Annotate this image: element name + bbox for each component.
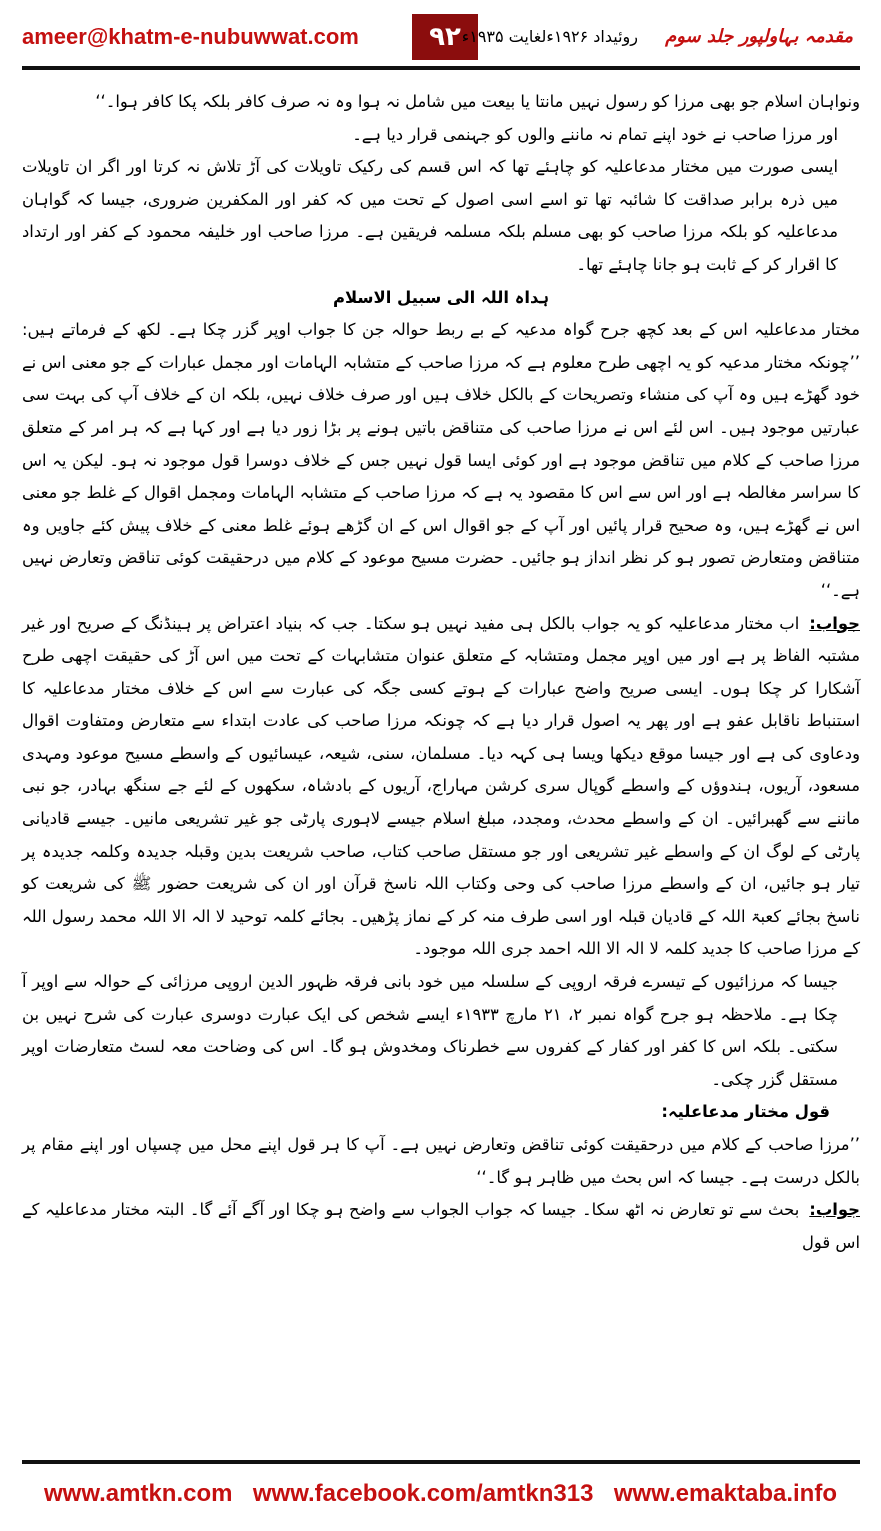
book-subtitle: روئیداد ۱۹۲۶ءلغایت ۱۹۳۵ء — [461, 27, 639, 46]
paragraph: مختار مدعاعلیہ اس کے بعد کچھ جرح گواہ مدعیہ کے بے ربط حوالہ جن کا جواب اوپر گزر چکا ہے۔ لکھ کے فرماتے ہیں: ’’چونکہ مختار مدعیہ کو یہ اچھی طرح معلوم ہے کہ مرزا صاحب کے متشابہ الہامات اور مجمل عبارات کے جو معنی اس نے خود گھڑے ہیں وہ آپ کی منشاء وتصریحات کے بالکل خلاف ہیں اور صرف خلاف نہیں، بلکہ ان کے خلاف آپ کی بہت سی عبارتیں موجود ہیں۔ اس لئے اس نے مرزا صاحب کی متناقض باتیں ہونے پر بڑا زور دیا ہے اور کہا ہے کہ ہر امر کے متعلق مرزا صاحب کے کلام میں تناقض موجود ہے اور کوئی ایسا قول نہیں جس کے خلاف دوسرا قول موجود نہ ہو۔ لیکن یہ اس کا سراسر مغالطہ ہے اور اس سے اس کا مقصود یہ ہے کہ مرزا صاحب کے متشابہ الہامات ومجمل اقوال کے غلط جو معنی اس نے گھڑے ہیں، وہ صحیح قرار پائیں اور آپ کے جو اقوال اس کے ان گڑھے ہوئے غلط معنی کے خلاف پیش کئے جاویں وہ متناقض ومتعارض تصور ہو کر نظر انداز ہو جائیں۔ حضرت مسیح موعود کے کلام میں درحقیقت کوئی تناقض وتعارض نہیں ہے۔‘‘ — [22, 320, 860, 600]
book-title: مقدمہ بہاولپور جلد سوم — [665, 26, 853, 47]
answer-label: جواب: — [809, 1200, 860, 1220]
answer-label: جواب: — [809, 613, 860, 633]
footer-link-facebook[interactable]: www.facebook.com/amtkn313 — [252, 1480, 594, 1507]
paragraph: ونواہان اسلام جو بھی مرزا کو رسول نہیں مانتا یا بیعت میں شامل نہ ہوا وہ نہ صرف کافر بلکہ پکا کافر ہوا۔‘‘ — [95, 92, 860, 111]
quote-heading: قول مختار مدعاعلیہ: — [661, 1102, 830, 1122]
page-header — [0, 0, 881, 72]
paragraph: ایسی صورت میں مختار مدعاعلیہ کو چاہئے تھا کہ اس قسم کی رکیک تاویلات کی آڑ تلاش نہ کرتا اور اگر ان تاویلات میں ذرہ برابر صداقت کا شائبہ تھا تو اسے اسی اصول کے تحت میں کہ کفر اور المکفرین ضروری، جیسا کہ گواہان مدعاعلیہ کو بلکہ مرزا صاحب کو بھی مسلم بلکہ مسلمہ فریقین ہے۔ مرزا صاحب اور خلیفہ محمود کے کفر اور ارتداد کا اقرار کر کے ثابت ہو جانا چاہئے تھا۔ — [22, 157, 838, 274]
header-email[interactable]: ameer@khatm-e-nubuwwat.com — [22, 24, 359, 49]
header-rule — [22, 66, 860, 70]
running-title — [462, 26, 853, 47]
page-footer — [0, 1468, 881, 1520]
answer-paragraph — [22, 608, 860, 967]
quote-paragraph: ’’مرزا صاحب کے کلام میں درحقیقت کوئی تناقض وتعارض نہیں ہے۔ آپ کا ہر قول اپنے محل میں چسپاں اور اپنے مقام پر بالکل درست ہے۔ جیسا کہ اس بحث میں ظاہر ہو گا۔‘‘ — [22, 1135, 860, 1187]
paragraph: جیسا کہ مرزائیوں کے تیسرے فرقہ اروپی کے سلسلہ میں خود بانی فرقہ ظہور الدین اروپی مرزائی کے حوالہ سے اوپر آ چکا ہے۔ ملاحظہ ہو جرح گواہ نمبر ۲، ۲۱ مارچ ۱۹۳۳ء ایسے شخص کی ایک عبارت دوسری عبارت کی شرح نہیں بن سکتی۔ بلکہ اس کا کفر اور کفار کے کفروں سے خطرناک ومخدوش ہو گا۔ اس کی وضاحت معہ لسٹ متعارضات اوپر مستقل گزر چکی۔ — [22, 972, 838, 1089]
page-body — [22, 86, 860, 1456]
page-number: ۹۲ — [412, 14, 478, 60]
paragraph: اور مرزا صاحب نے خود اپنے تمام نہ ماننے والوں کو جہنمی قرار دیا ہے۔ — [352, 124, 838, 144]
answer-text: اب مختار مدعاعلیہ کو یہ جواب بالکل ہی مفید نہیں ہو سکتا۔ جب کہ بنیاد اعتراض پر ہینڈنگ کے صریح اور غیر مشتبہ الفاظ پر ہے اور میں اوپر مجمل ومتشابہ کے متعلق عنوان متشابہات کے تحت میں اس آڑ کی حقیقت اچھی طرح آشکارا کر چکا ہوں۔ ایسی صریح واضح عبارات کے ہوتے کسی جگہ کی عبارت سے اس کے خلاف مختار مدعاعلیہ کا استنباط ناقابل عفو ہے اور پھر یہ اصول قرار دیا ہے کہ چونکہ مرزا صاحب کی عادت ابتداء سے متعارض ومتفاوت اقوال ودعاوی کی ہے اور جیسا موقع دیکھا ویسا ہی کہہ دیا۔ مسلمان، سنی، شیعہ، عیسائیوں کے واسطے مسیح موعود ومہدی مسعود، آریوں، ہندوؤں کے واسطے گوپال سری کرشن مہاراج، آریوں کے بادشاہ، سکھوں کے لئے جے سنگھ بہادر، جو نبی ماننے سے گھبرائیں۔ ان کے واسطے محدث، ومجدد، مبلغ اسلام جیسے لاہوری پارٹی جو غیر تشریعی مانیں۔ جیسے قادیانی پارٹی کے لوگ ان کے واسطے غیر تشریعی اور جو مستقل صاحب کتاب، صاحب شریعت بدین وقبلہ جدیدہ وکلمہ جدیدہ پر تیار ہو جائیں، ان کے واسطے مرزا صاحب کی وحی وکتاب اللہ ناسخ قرآن اور ان کی شریعت حضور ﷺ کی شریعت کو ناسخ بجائے کعبۃ اللہ کے قادیان قبلہ اور اسی طرف منہ کر کے نماز پڑھیں۔ بجائے کلمہ توحید لا الہ الا اللہ محمد رسول اللہ کے مرزا صاحب کا جدید کلمہ لا الہ الا اللہ احمد جری اللہ موجود۔ — [22, 613, 860, 959]
footer-link-amtkn[interactable]: www.amtkn.com — [44, 1480, 233, 1507]
footer-rule — [22, 1460, 860, 1464]
answer-paragraph — [22, 1194, 860, 1259]
section-heading: ہداہ اللہ الی سبیل الاسلام — [332, 287, 550, 307]
answer-text: بحث سے تو تعارض نہ اٹھ سکا۔ جیسا کہ جواب الجواب سے واضح ہو چکا اور آگے آئے گا۔ البتہ مختار مدعاعلیہ کے اس قول — [22, 1200, 860, 1252]
footer-link-emaktaba[interactable]: www.emaktaba.info — [613, 1480, 837, 1507]
